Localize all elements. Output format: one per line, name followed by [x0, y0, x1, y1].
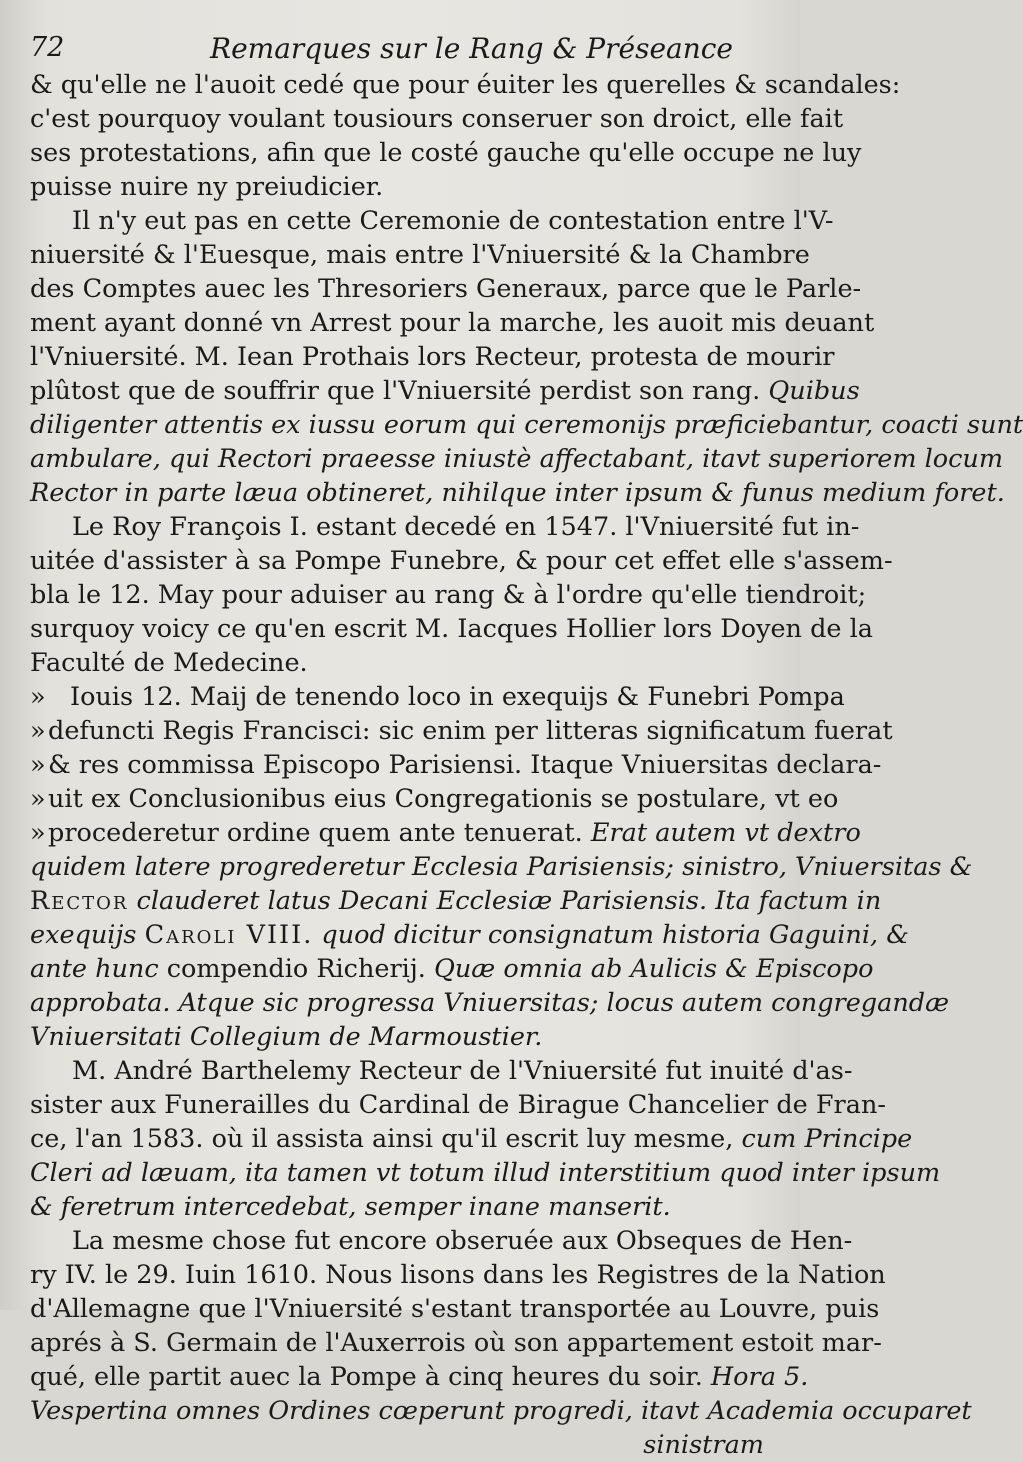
text-line	[30, 1292, 880, 1326]
italic-text: diligenter attentis ex iussu eorum qui ceremonijs præficiebantur, coacti sunt	[30, 410, 1023, 440]
text-line	[30, 952, 874, 986]
text-segment: ce, l'an 1583. où il assista ainsi qu'il escrit luy mesme,	[30, 1124, 742, 1154]
text-line	[30, 442, 1004, 476]
italic-text: Vniuersitati Collegium de Marmoustier.	[30, 1022, 543, 1052]
text-line	[30, 374, 860, 408]
text-segment: qué, elle partit auec la Pompe à cinq heures du soir.	[30, 1362, 711, 1392]
catchword: sinistram	[643, 1430, 764, 1460]
italic-text: ambulare, qui Rectori praeesse iniustè affectabant, itavt superiorem locum	[30, 444, 1004, 474]
text-line	[30, 1054, 853, 1088]
italic-text: approbata. Atque sic progressa Vniuersitas; locus autem congregandæ	[30, 988, 950, 1018]
text-line	[30, 340, 835, 374]
text-segment: defuncti Regis Francisci: sic enim per litteras significatum fuerat	[48, 716, 893, 746]
text-segment: Iouis 12. Maij de tenendo loco in exequijs & Funebri Pompa	[70, 682, 845, 712]
italic-text: Quibus	[768, 376, 860, 406]
text-segment: Le Roy François I. estant decedé en 1547. l'Vniuersité fut in-	[72, 512, 860, 542]
text-segment: La mesme chose fut encore obseruée aux Obseques de Hen-	[72, 1226, 853, 1256]
quotation-mark: »	[30, 784, 46, 814]
text-segment: uit ex Conclusionibus eius Congregationis se postulare, vt eo	[48, 784, 839, 814]
italic-text: clauderet latus Decani Ecclesiæ Parisiensis. Ita factum in	[128, 886, 882, 916]
small-caps-text: Caroli VIII.	[144, 920, 314, 950]
text-segment: compendio Richerij.	[166, 954, 434, 984]
text-line	[30, 680, 845, 714]
text-segment: des Comptes auec les Thresoriers Generaux, parce que le Parle-	[30, 274, 862, 304]
text-line	[30, 714, 893, 748]
text-line	[30, 68, 901, 102]
text-line	[30, 986, 950, 1020]
text-segment: Il n'y eut pas en cette Ceremonie de contestation entre l'V-	[72, 206, 834, 236]
text-segment: plûtost que de souffrir que l'Vniuersité perdist son rang.	[30, 376, 769, 406]
italic-text: & feretrum intercedebat, semper inane manserit.	[30, 1192, 671, 1222]
italic-text: quidem latere progrederetur Ecclesia Parisiensis; sinistro, Vniuersitas &	[30, 852, 973, 882]
text-line	[30, 1122, 913, 1156]
text-segment: surquoy voicy ce qu'en escrit M. Iacques Hollier lors Doyen de la	[30, 614, 873, 644]
small-caps-text: Rector	[30, 886, 129, 916]
text-line	[30, 306, 875, 340]
text-line	[30, 1088, 886, 1122]
text-line	[30, 204, 834, 238]
text-segment: ry IV. le 29. Iuin 1610. Nous lisons dans les Registres de la Nation	[30, 1260, 886, 1290]
italic-text: Vespertina omnes Ordines cœperunt progredi, itavt Academia occuparet	[30, 1396, 972, 1426]
text-line	[30, 612, 873, 646]
text-line	[30, 850, 973, 884]
body-text	[30, 68, 1023, 1462]
text-line	[30, 102, 844, 136]
page-header	[30, 32, 770, 72]
italic-text: exequijs	[30, 920, 145, 950]
text-segment: procederetur ordine quem ante tenuerat.	[48, 818, 591, 848]
text-line	[30, 272, 862, 306]
text-line	[30, 238, 810, 272]
text-segment: & qu'elle ne l'auoit cedé que pour éuiter les querelles & scandales:	[30, 70, 901, 100]
text-line	[30, 918, 909, 952]
text-segment: d'Allemagne que l'Vniuersité s'estant transportée au Louvre, puis	[30, 1294, 880, 1324]
italic-text: quod dicitur consignatum historia Gaguini, &	[313, 920, 909, 950]
text-segment: niuersité & l'Euesque, mais entre l'Vniuersité & la Chambre	[30, 240, 810, 270]
italic-text: Quæ omnia ab Aulicis & Episcopo	[433, 954, 874, 984]
text-segment: ses protestations, afin que le costé gauche qu'elle occupe ne luy	[30, 138, 862, 168]
text-segment: l'Vniuersité. M. Iean Prothais lors Recteur, protesta de mourir	[30, 342, 835, 372]
text-segment: Faculté de Medecine.	[30, 648, 308, 678]
quotation-mark: »	[30, 682, 46, 712]
text-line	[30, 578, 867, 612]
text-line	[30, 782, 839, 816]
page-number: 72	[30, 32, 65, 63]
text-segment: sister aux Funerailles du Cardinal de Birague Chancelier de Fran-	[30, 1090, 886, 1120]
italic-text: Rector in parte læua obtineret, nihilque inter ipsum & funus medium foret.	[30, 478, 1005, 508]
text-line	[30, 1258, 886, 1292]
running-title: Remarques sur le Rang & Préseance	[210, 32, 734, 65]
text-line	[30, 1394, 972, 1428]
italic-text: ante hunc	[30, 954, 167, 984]
text-segment: & res commissa Episcopo Parisiensi. Itaque Vniuersitas declara-	[48, 750, 882, 780]
text-line	[30, 1190, 770, 1224]
text-line	[30, 510, 860, 544]
text-segment: aprés à S. Germain de l'Auxerrois où son appartement estoit mar-	[30, 1328, 882, 1358]
text-line	[30, 476, 1005, 510]
italic-text: Cleri ad læuam, ita tamen vt totum illud interstitium quod inter ipsum	[30, 1158, 941, 1188]
italic-text: Erat autem vt dextro	[590, 818, 861, 848]
quotation-mark: »	[30, 716, 46, 746]
italic-text: cum Principe	[741, 1124, 913, 1154]
text-line	[30, 408, 1023, 442]
text-segment: c'est pourquoy voulant tousiours conseruer son droict, elle fait	[30, 104, 844, 134]
text-line	[30, 816, 861, 850]
text-segment: uitée d'assister à sa Pompe Funebre, & pour cet effet elle s'assem-	[30, 546, 893, 576]
italic-text: Hora 5.	[710, 1362, 809, 1392]
text-line	[30, 136, 862, 170]
text-segment: bla le 12. May pour aduiser au rang & à l'ordre qu'elle tiendroit;	[30, 580, 867, 610]
text-line	[30, 748, 882, 782]
text-line	[30, 1156, 941, 1190]
text-line	[30, 544, 893, 578]
text-line	[30, 884, 882, 918]
quotation-mark: »	[30, 818, 46, 848]
text-line	[30, 1360, 809, 1394]
text-line	[30, 170, 770, 204]
text-line	[30, 646, 770, 680]
quotation-mark: »	[30, 750, 46, 780]
text-segment: M. André Barthelemy Recteur de l'Vniuersité fut inuité d'as-	[72, 1056, 853, 1086]
text-segment: puisse nuire ny preiudicier.	[30, 172, 384, 202]
text-line	[30, 1326, 882, 1360]
text-line	[30, 1020, 770, 1054]
text-line	[30, 1224, 853, 1258]
text-segment: ment ayant donné vn Arrest pour la marche, les auoit mis deuant	[30, 308, 875, 338]
